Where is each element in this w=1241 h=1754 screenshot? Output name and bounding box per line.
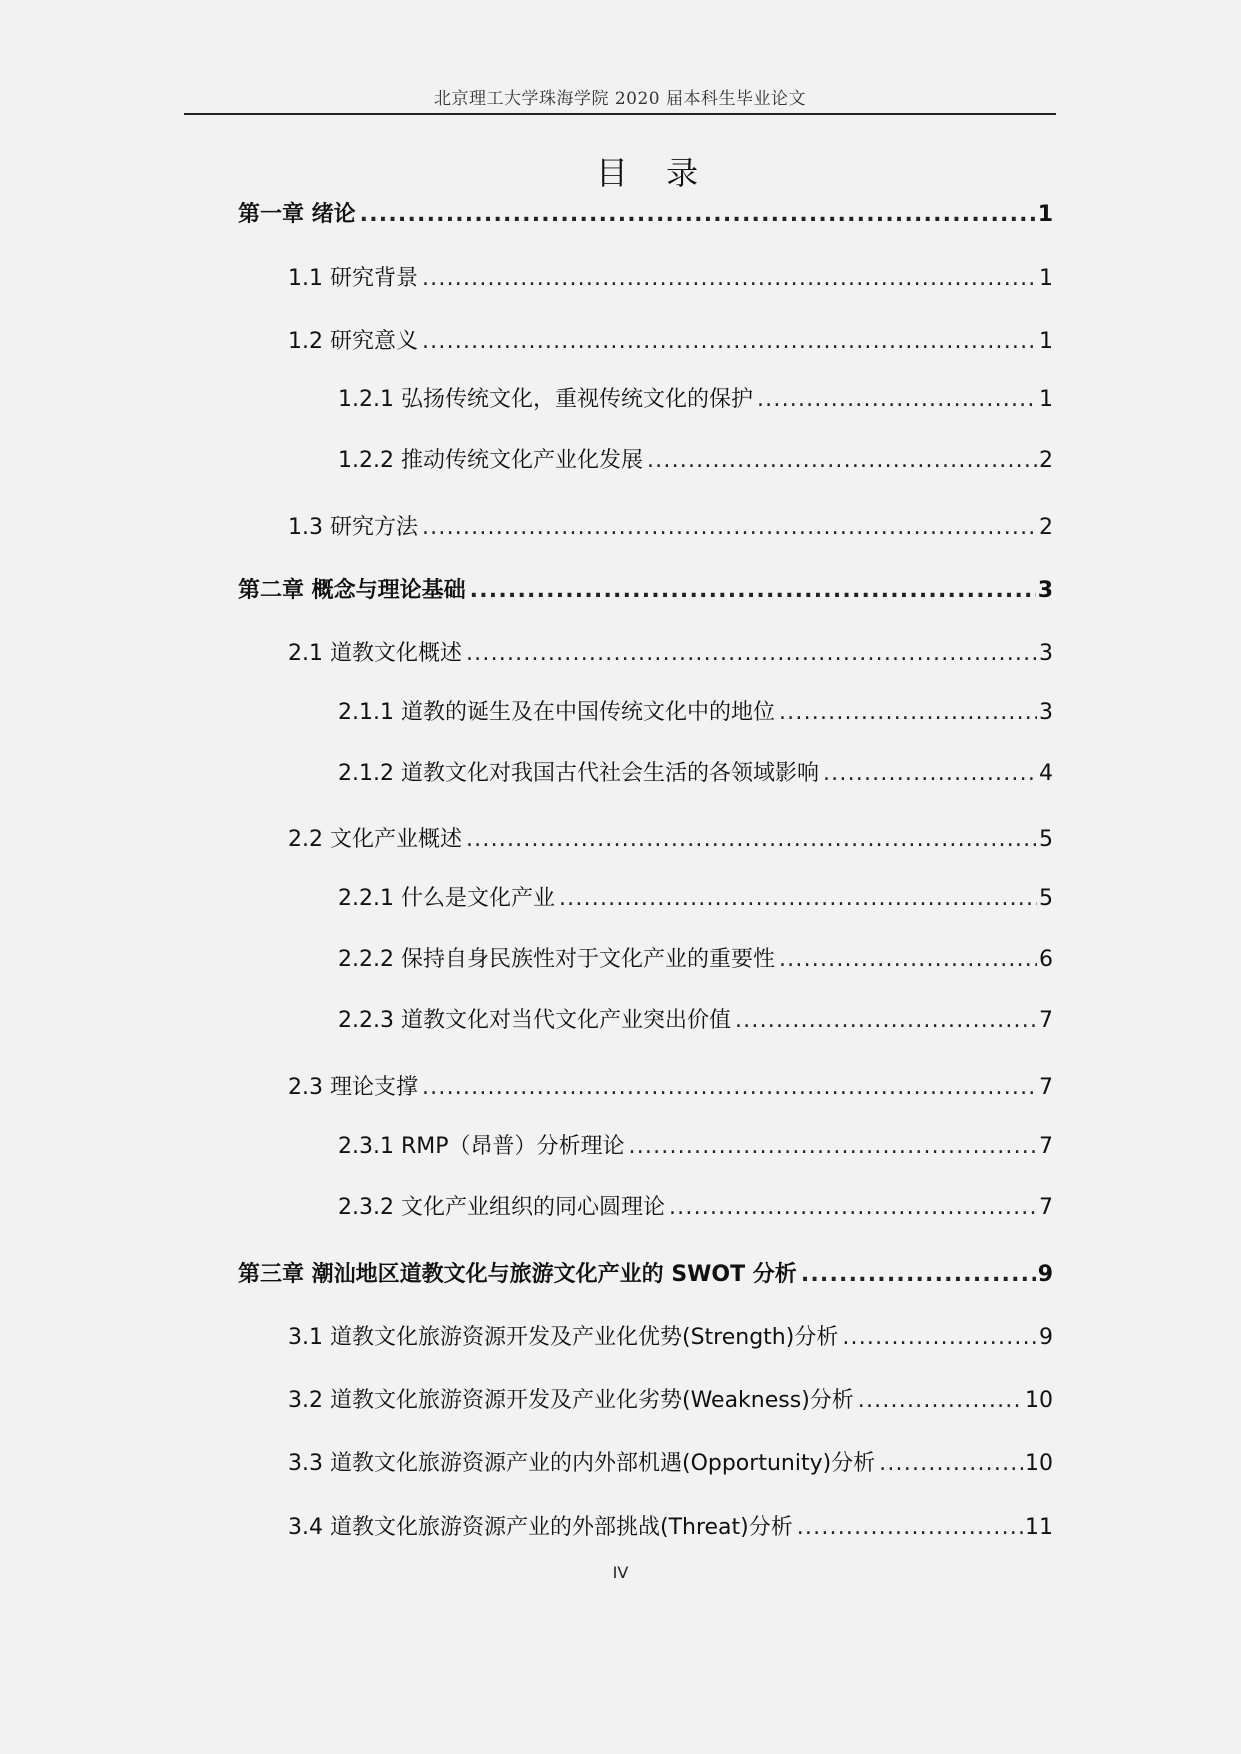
toc-entry-label: 3.2 道教文化旅游资源开发及产业化劣势(Weakness)分析 (288, 1388, 854, 1413)
toc-dot-leader (422, 326, 1037, 358)
toc-entry-page: 7 (1039, 1075, 1053, 1100)
toc-entry-2-2-3[interactable] (338, 1005, 1053, 1037)
toc-entry-label: 2.2 文化产业概述 (288, 827, 462, 852)
toc-entry-page: 7 (1039, 1134, 1053, 1159)
toc-entry-label: 2.1 道教文化概述 (288, 641, 462, 666)
toc-title: 目 录 (595, 154, 713, 192)
toc-entry-1-1[interactable] (288, 263, 1053, 295)
toc-entry-2-1-1[interactable] (338, 697, 1053, 729)
toc-entry-page: 3 (1039, 641, 1053, 666)
toc-dot-leader (779, 697, 1037, 729)
toc-dot-leader (559, 883, 1037, 915)
toc-entry-label: 1.2.2 推动传统文化产业化发展 (338, 448, 643, 473)
toc-entry-3-3[interactable] (288, 1448, 1053, 1480)
toc-entry-label: 2.3.1 RMP（昂普）分析理论 (338, 1134, 625, 1159)
toc-dot-leader (466, 638, 1037, 670)
toc-entry-label: 3.4 道教文化旅游资源产业的外部挑战(Threat)分析 (288, 1515, 793, 1540)
toc-dot-leader (669, 1192, 1037, 1224)
toc-dot-leader (757, 384, 1037, 416)
toc-dot-leader (842, 1322, 1037, 1354)
toc-entry-2-2-1[interactable] (338, 883, 1053, 915)
toc-entry-page: 5 (1039, 827, 1053, 852)
toc-dot-leader (466, 824, 1037, 856)
toc-entry-page: 1 (1039, 387, 1053, 412)
toc-dot-leader (470, 575, 1036, 607)
toc-entry-label: 1.2 研究意义 (288, 329, 418, 354)
toc-entry-2-3[interactable] (288, 1072, 1053, 1104)
toc-entry-page: 1 (1039, 266, 1053, 291)
toc-entry-1-2[interactable] (288, 326, 1053, 358)
toc-entry-page: 10 (1025, 1388, 1053, 1413)
toc-entry-page: 4 (1039, 761, 1053, 786)
toc-entry-2-1[interactable] (288, 638, 1053, 670)
toc-dot-leader (735, 1005, 1037, 1037)
toc-entry-2-1-2[interactable] (338, 758, 1053, 790)
toc-dot-leader (801, 1259, 1036, 1291)
toc-entry-page: 2 (1039, 515, 1053, 540)
toc-entry-label: 2.1.1 道教的诞生及在中国传统文化中的地位 (338, 700, 775, 725)
toc-entry-3-4[interactable] (288, 1512, 1053, 1544)
toc-entry-label: 2.2.2 保持自身民族性对于文化产业的重要性 (338, 947, 775, 972)
toc-entry-label: 2.3.2 文化产业组织的同心圆理论 (338, 1195, 665, 1220)
toc-entry-3-1[interactable] (288, 1322, 1053, 1354)
toc-entry-page: 6 (1039, 947, 1053, 972)
toc-entry-page: 9 (1039, 1325, 1053, 1350)
page-header: 北京理工大学珠海学院 2020 届本科生毕业论文 (433, 89, 807, 109)
toc-entry-page: 10 (1025, 1451, 1053, 1476)
toc-entry-page: 9 (1037, 1262, 1053, 1287)
toc-entry-2-2-2[interactable] (338, 944, 1053, 976)
toc-entry-label: 2.1.2 道教文化对我国古代社会生活的各领域影响 (338, 761, 819, 786)
toc-entry-1-2-1[interactable] (338, 384, 1053, 416)
toc-entry-2-3-1[interactable] (338, 1131, 1053, 1163)
toc-entry-page: 3 (1039, 700, 1053, 725)
toc-entry-label: 2.3 理论支撑 (288, 1075, 418, 1100)
toc-entry-2-3-2[interactable] (338, 1192, 1053, 1224)
toc-entry-page: 7 (1039, 1195, 1053, 1220)
toc-entry-label: 3.1 道教文化旅游资源开发及产业化优势(Strength)分析 (288, 1325, 839, 1350)
toc-entry-label: 第一章 绪论 (238, 202, 356, 227)
toc-dot-leader (779, 944, 1037, 976)
toc-dot-leader (879, 1448, 1023, 1480)
toc-entry-page: 1 (1039, 329, 1053, 354)
toc-dot-leader (823, 758, 1037, 790)
toc-entry-2-2[interactable] (288, 824, 1053, 856)
toc-dot-leader (647, 445, 1037, 477)
toc-entry-page: 3 (1037, 578, 1053, 603)
toc-entry-page: 5 (1039, 886, 1053, 911)
toc-dot-leader (629, 1131, 1037, 1163)
toc-dot-leader (858, 1385, 1023, 1417)
toc-dot-leader (422, 263, 1037, 295)
toc-dot-leader (422, 512, 1037, 544)
toc-entry-label: 1.2.1 弘扬传统文化，重视传统文化的保护 (338, 387, 753, 412)
toc-entry-label: 第三章 潮汕地区道教文化与旅游文化产业的 SWOT 分析 (238, 1262, 797, 1287)
toc-entry-chapter-1[interactable] (238, 199, 1053, 231)
toc-entry-page: 2 (1039, 448, 1053, 473)
toc-entry-page: 1 (1037, 202, 1053, 227)
toc-entry-chapter-3[interactable] (238, 1259, 1053, 1291)
toc-entry-label: 1.1 研究背景 (288, 266, 418, 291)
toc-dot-leader (422, 1072, 1037, 1104)
toc-entry-label: 第二章 概念与理论基础 (238, 578, 466, 603)
header-rule (184, 113, 1056, 115)
toc-entry-page: 11 (1025, 1515, 1053, 1540)
toc-dot-leader (360, 199, 1036, 231)
toc-entry-page: 7 (1039, 1008, 1053, 1033)
toc-entry-1-2-2[interactable] (338, 445, 1053, 477)
toc-entry-chapter-2[interactable] (238, 575, 1053, 607)
toc-entry-label: 2.2.1 什么是文化产业 (338, 886, 555, 911)
toc-dot-leader (797, 1512, 1023, 1544)
page-number: IV (612, 1563, 629, 1582)
toc-entry-label: 1.3 研究方法 (288, 515, 418, 540)
toc-entry-1-3[interactable] (288, 512, 1053, 544)
toc-entry-label: 3.3 道教文化旅游资源产业的内外部机遇(Opportunity)分析 (288, 1451, 876, 1476)
toc-entry-label: 2.2.3 道教文化对当代文化产业突出价值 (338, 1008, 731, 1033)
toc-entry-3-2[interactable] (288, 1385, 1053, 1417)
